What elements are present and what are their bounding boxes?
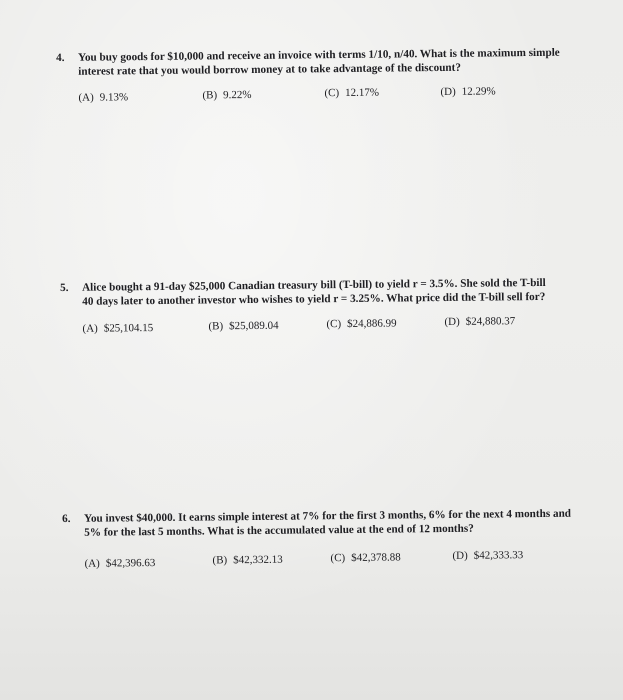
choice-value: 9.22% [223, 88, 252, 102]
choice-d [452, 548, 523, 563]
choice-value: $24,880.37 [465, 315, 516, 328]
question-line: 40 days later to another investor who wishes to yield r = 3.25%. What price did the T-bill sell for? [82, 290, 546, 308]
question-number: 6. [62, 512, 71, 525]
choice-label: (A) [84, 557, 100, 570]
question-text [78, 46, 558, 79]
question-number: 5. [60, 281, 69, 294]
choice-label: (D) [452, 549, 468, 562]
choice-c [330, 550, 400, 565]
choice-label: (D) [444, 315, 460, 328]
question-line: interest rate that you would borrow money at to take advantage of the discount? [78, 61, 462, 78]
question-line: You invest $40,000. It earns simple interest at 7% for the first 3 months, 6% for the next 4 months and [84, 507, 572, 525]
choice-label: (D) [440, 85, 456, 98]
choice-label: (C) [324, 87, 340, 100]
choice-b [212, 553, 282, 568]
question-line: 5% for the last 5 months. What is the accumulated value at the end of 12 months? [84, 522, 474, 539]
choice-value: 12.29% [461, 85, 496, 98]
choice-c [324, 86, 379, 101]
question-line: Alice bought a 91-day $25,000 Canadian treasury bill (T-bill) to yield r = 3.5%. She sold the T-bill [82, 276, 546, 294]
choice-label: (C) [330, 552, 346, 565]
choice-label: (B) [212, 554, 228, 567]
choice-value: $42,332.13 [233, 553, 283, 567]
choice-value: 12.17% [345, 86, 380, 99]
question-text [84, 507, 572, 540]
choice-label: (C) [326, 318, 342, 331]
choice-d [440, 84, 495, 99]
question-line: You buy goods for $10,000 and receive an invoice with terms 1/10, n/40. What is the maximum simple [78, 46, 560, 64]
choice-label: (A) [82, 322, 98, 335]
choice-value: $24,886.99 [347, 317, 397, 330]
choice-value: $25,104.15 [103, 322, 154, 335]
choice-b [208, 319, 278, 334]
choice-label: (A) [78, 91, 94, 104]
choice-value: 9.13% [99, 91, 129, 104]
choice-label: (B) [208, 320, 224, 333]
choice-value: $42,333.33 [473, 549, 524, 562]
question-number: 4. [56, 51, 65, 64]
choice-c [326, 316, 396, 331]
choice-a [78, 90, 128, 105]
choice-d [444, 314, 515, 329]
choice-a [82, 321, 153, 336]
choice-value: $42,378.88 [351, 551, 401, 564]
choice-a [84, 556, 155, 571]
choice-value: $42,396.63 [105, 557, 156, 570]
choice-label: (B) [202, 89, 218, 102]
choice-b [202, 88, 251, 103]
choice-value: $25,089.04 [229, 319, 279, 333]
question-text [82, 276, 562, 309]
